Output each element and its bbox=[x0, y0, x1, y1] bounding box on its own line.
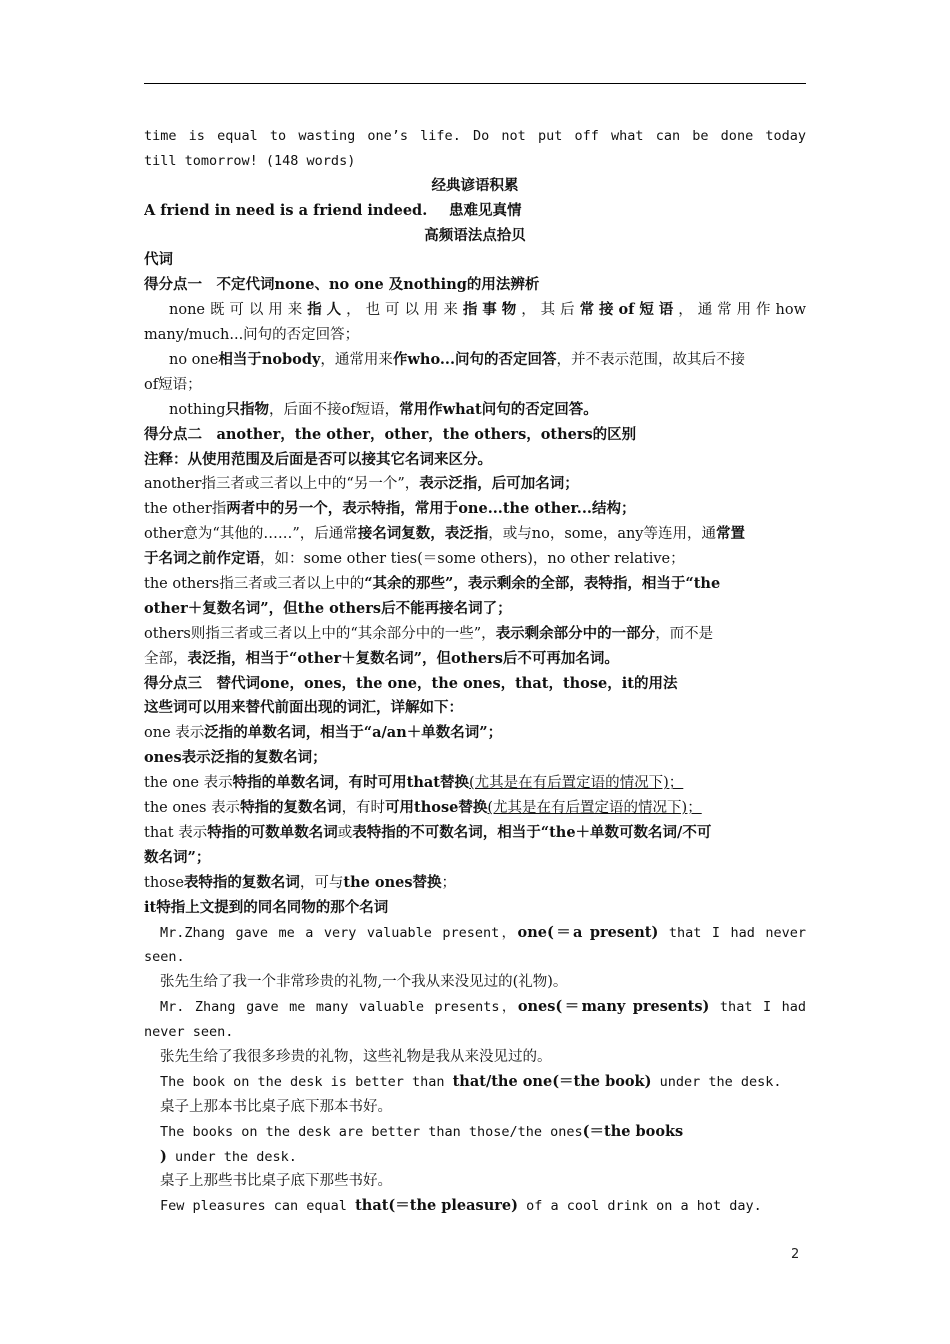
text: the ones替换 bbox=[343, 873, 442, 891]
text: 指人 bbox=[307, 301, 347, 319]
text: 表示 bbox=[211, 800, 241, 817]
point2-other-line2 bbox=[144, 547, 806, 572]
text: Few pleasures can equal bbox=[160, 1198, 356, 1215]
example2-line bbox=[144, 995, 806, 1020]
text: those bbox=[144, 874, 184, 891]
example4-line bbox=[144, 1120, 806, 1145]
point3-that-line2: 数名词”； bbox=[144, 848, 211, 866]
text: 表示 bbox=[203, 775, 233, 792]
text: ，可与 bbox=[299, 874, 344, 891]
text: ，通常用作how bbox=[678, 302, 806, 319]
proverb-line bbox=[144, 199, 806, 224]
text: ，后面不接of短语， bbox=[269, 401, 400, 418]
text: 常置 bbox=[716, 525, 745, 543]
text: 表示剩余部分中的一部分 bbox=[495, 624, 656, 642]
text: that bbox=[144, 824, 174, 841]
point3-theones-line bbox=[144, 796, 806, 821]
text: other bbox=[144, 526, 184, 543]
point1-none-line2: many/much...问句的否定回答； bbox=[144, 327, 360, 344]
example4-line2 bbox=[144, 1145, 806, 1170]
text: ，通常用来 bbox=[320, 352, 393, 369]
point3-that-line bbox=[144, 821, 806, 846]
point2-theothers-line2: other＋复数名词”，但the others后不能再接名词了； bbox=[144, 599, 512, 617]
point3-theone-line bbox=[144, 771, 806, 796]
text: 表特指的复数名词 bbox=[183, 873, 300, 891]
proverb-cn: 患难见真情 bbox=[449, 201, 522, 219]
text: that/the one(＝the book) bbox=[452, 1072, 652, 1090]
example4-translation: 桌子上那些书比桌子底下那些书好。 bbox=[160, 1173, 392, 1190]
grammar-section-title: 高频语法点拾贝 bbox=[424, 226, 526, 244]
text: 或 bbox=[337, 824, 353, 841]
text: 常用作what问句的否定回答。 bbox=[399, 400, 598, 418]
text: 表特指的不可数名词，相当于“the＋单数可数名词/不可 bbox=[352, 823, 712, 841]
text: (＝the books bbox=[582, 1122, 684, 1140]
text: 全部， bbox=[144, 650, 188, 667]
text: ，并不表示范围，故其后不接 bbox=[556, 352, 746, 369]
text: The books on the desk are better than those/the ones bbox=[160, 1123, 583, 1140]
text: (尤其是在有后置定语的情况下)； bbox=[468, 775, 684, 792]
text: 相当于nobody bbox=[218, 351, 321, 369]
text: that(＝the pleasure) bbox=[355, 1197, 518, 1215]
text: 只指物 bbox=[225, 400, 269, 418]
text: (尤其是在有后置定语的情况下)； bbox=[487, 800, 702, 817]
text: 表示泛指，后可加名词； bbox=[419, 475, 579, 493]
text: that I had bbox=[709, 999, 806, 1016]
point1-nothing-line bbox=[144, 398, 806, 423]
text: that I had never bbox=[658, 924, 806, 941]
text: another bbox=[144, 476, 202, 493]
text: 泛指的单数名词，相当于“a/an＋单数名词”； bbox=[204, 724, 503, 742]
text: 表示 bbox=[178, 824, 208, 841]
text: 指 bbox=[211, 501, 227, 518]
point1-none-line bbox=[144, 298, 806, 323]
text: 意为“其他的……”，后通常 bbox=[183, 526, 358, 543]
example1-line bbox=[144, 921, 806, 946]
text: others bbox=[144, 625, 191, 642]
paragraph-line: time is equal to wasting one’s life. Do not put off what can be done today bbox=[144, 128, 806, 144]
page-content bbox=[144, 124, 806, 1219]
text: under the desk. bbox=[166, 1148, 297, 1165]
point2-other-line bbox=[144, 522, 806, 547]
point2-others-line bbox=[144, 622, 806, 647]
page-number: 2 bbox=[791, 1247, 800, 1262]
proverb-en: A friend in need is a friend indeed. bbox=[144, 201, 428, 219]
text: 常接of短语 bbox=[579, 301, 679, 319]
text: 于名词之前作定语 bbox=[144, 550, 260, 568]
example1-translation: 张先生给了我一个非常珍贵的礼物,一个我从来没见过的(礼物)。 bbox=[160, 974, 568, 991]
point2-heading: 得分点二 another，the other，other，the others，others的区别 bbox=[144, 425, 637, 443]
point2-theothers-line bbox=[144, 572, 806, 597]
proverb-section-title: 经典谚语积累 bbox=[431, 176, 519, 194]
text: 指三者或三者以上中的“另一个”， bbox=[201, 476, 420, 493]
point3-heading: 得分点三 替代词one，ones，the one，the ones，that，those，it的用法 bbox=[144, 674, 678, 692]
text: nothing bbox=[169, 401, 226, 418]
text: 指事物 bbox=[462, 301, 522, 319]
example2-line2: never seen. bbox=[144, 1024, 234, 1041]
text: ones(＝many presents) bbox=[517, 998, 710, 1016]
text: 特指的可数单数名词 bbox=[207, 823, 338, 841]
example2-translation: 张先生给了我很多珍贵的礼物，这些礼物是我从来没见过的。 bbox=[160, 1048, 552, 1065]
point1-heading: 得分点一 不定代词none、no one 及nothing的用法辨析 bbox=[144, 276, 540, 294]
text: ，也可以用来 bbox=[346, 302, 463, 319]
text: 则指三者或三者以上中的“其余部分中的一些”， bbox=[190, 625, 496, 642]
text: ，或与no，some，any等连用，通 bbox=[488, 526, 716, 543]
text: the other bbox=[144, 501, 212, 518]
text: under the desk. bbox=[651, 1073, 782, 1090]
point2-others-line2 bbox=[144, 647, 806, 672]
text: 指三者或三者以上中的 bbox=[219, 576, 365, 593]
text: ，如：some other ties(＝some others)，no other relative； bbox=[260, 551, 685, 568]
point3-it-line: it特指上文提到的同名同物的那个名词 bbox=[144, 898, 389, 916]
text: none既可以用来 bbox=[169, 302, 308, 319]
text: ，而不是 bbox=[655, 625, 714, 642]
text: of a cool drink on a hot day. bbox=[517, 1198, 762, 1215]
point1-noone-line bbox=[144, 348, 806, 373]
point3-ones-line: ones表示泛指的复数名词； bbox=[144, 749, 327, 767]
point2-note: 注释：从使用范围及后面是否可以接其它名词来区分。 bbox=[144, 450, 492, 468]
point3-one-line bbox=[144, 721, 806, 746]
text: 特指的单数名词，有时可用that替换 bbox=[232, 774, 469, 792]
example5-line bbox=[144, 1194, 806, 1219]
text: one bbox=[144, 725, 171, 742]
text: ，有时 bbox=[341, 800, 386, 817]
paragraph-line: till tomorrow! (148 words) bbox=[144, 152, 356, 169]
text: the others bbox=[144, 576, 220, 593]
example1-line2: seen. bbox=[144, 949, 185, 966]
text: 特指的复数名词 bbox=[240, 799, 342, 817]
text: Mr.Zhang gave me a very valuable present， bbox=[160, 924, 518, 941]
text: The book on the desk is better than bbox=[160, 1073, 453, 1090]
text: one(＝a present) bbox=[517, 923, 659, 941]
point2-another-line bbox=[144, 472, 806, 497]
example3-line bbox=[144, 1070, 806, 1095]
text: the one bbox=[144, 775, 200, 792]
example3-translation: 桌子上那本书比桌子底下那本书好。 bbox=[160, 1098, 392, 1115]
point1-noone-line2: of短语； bbox=[144, 376, 202, 393]
text: ，其后 bbox=[521, 302, 580, 319]
point3-those-line bbox=[144, 871, 806, 896]
header-rule bbox=[144, 83, 806, 84]
grammar-category: 代词 bbox=[144, 251, 173, 269]
text: ； bbox=[441, 874, 457, 891]
text: 可用those替换 bbox=[385, 799, 488, 817]
text: “其余的那些”，表示剩余的全部，表特指，相当于“the bbox=[364, 575, 721, 593]
text: 表示 bbox=[175, 725, 205, 742]
text: ) bbox=[160, 1147, 167, 1165]
point2-theother-line bbox=[144, 497, 806, 522]
text: 两者中的另一个，表示特指，常用于one...the other...结构； bbox=[226, 500, 636, 518]
text: 表泛指，相当于“other＋复数名词”，但others后不可再加名词。 bbox=[187, 649, 619, 667]
text: the ones bbox=[144, 800, 207, 817]
text: 作who...问句的否定回答 bbox=[392, 351, 557, 369]
text: 接名词复数，表泛指 bbox=[357, 525, 489, 543]
text: no one bbox=[169, 352, 219, 369]
text: Mr. Zhang gave me many valuable presents， bbox=[160, 999, 518, 1016]
point3-intro: 这些词可以用来替代前面出现的词汇，详解如下： bbox=[144, 699, 463, 717]
